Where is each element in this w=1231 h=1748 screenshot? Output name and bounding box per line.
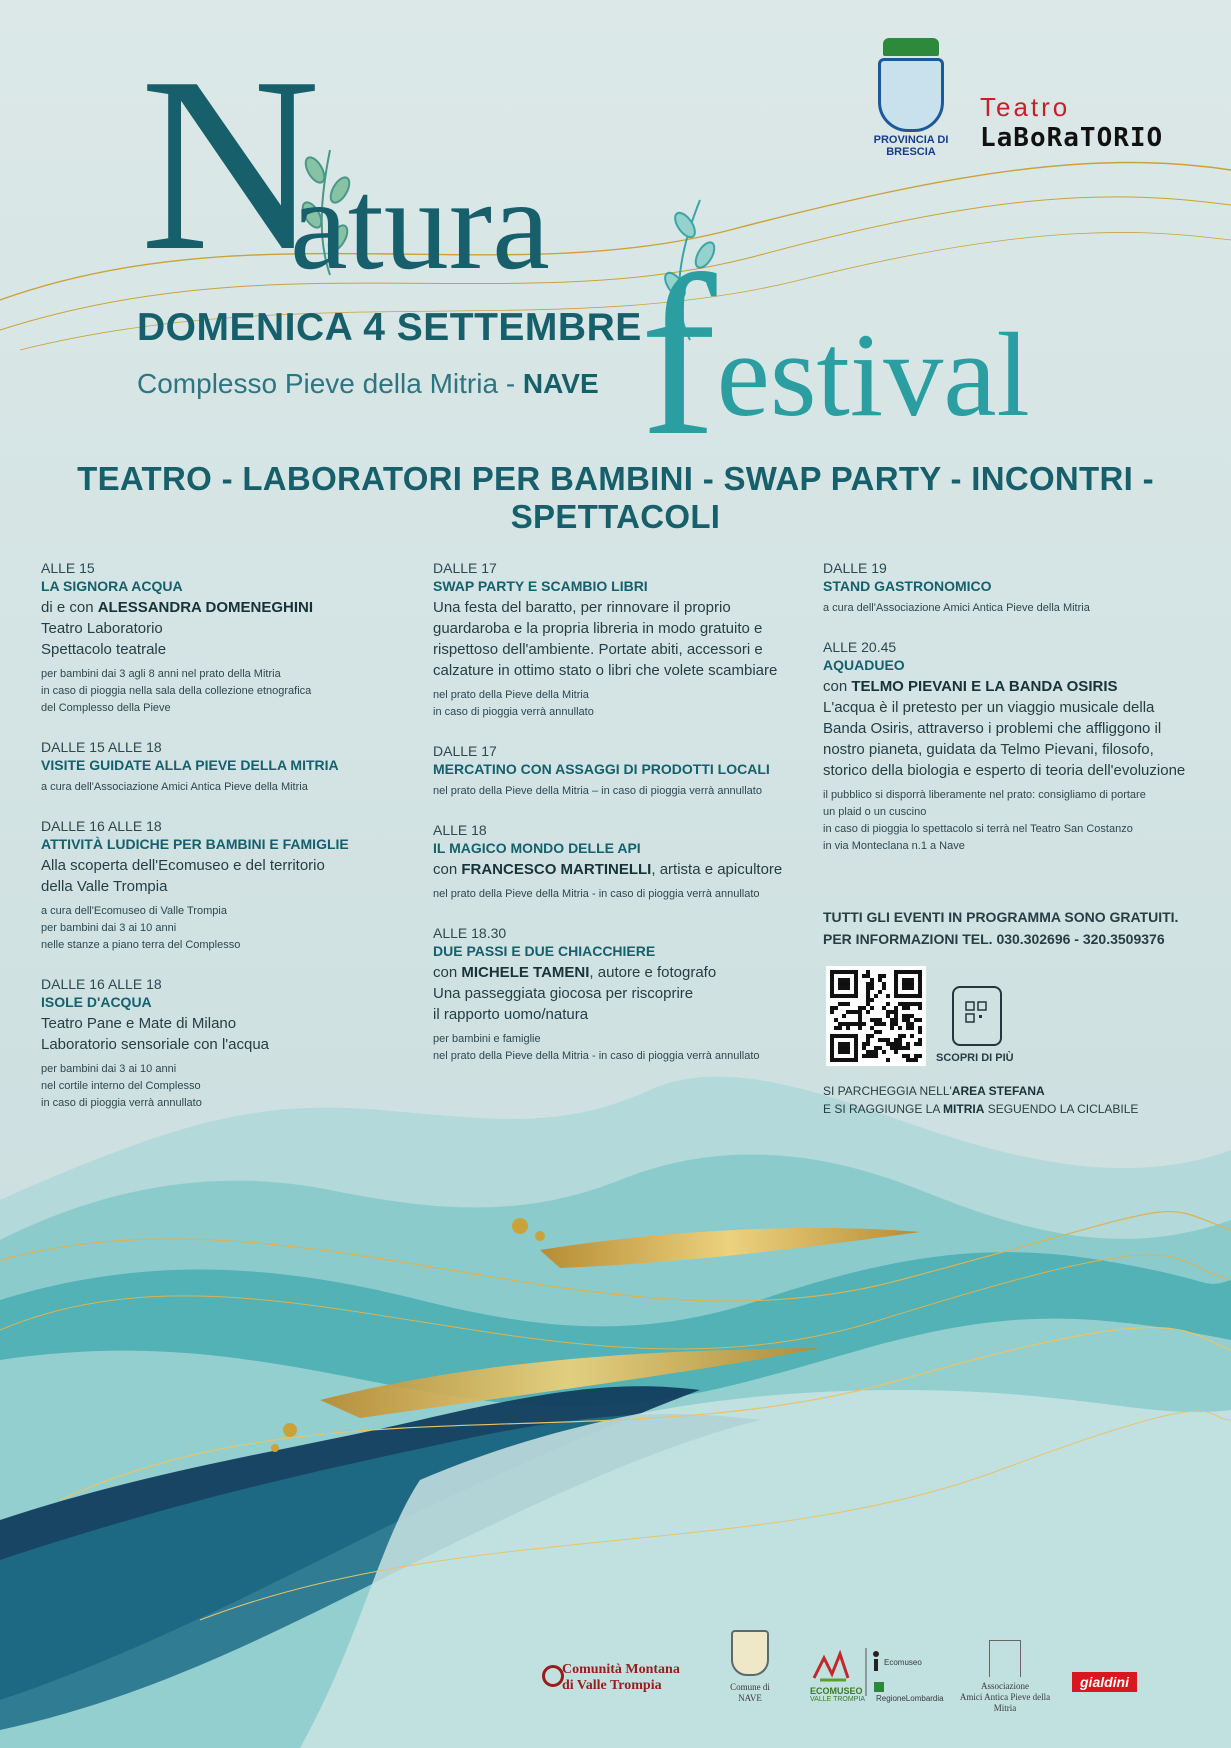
event-body bbox=[41, 855, 411, 897]
title-rest: atura bbox=[290, 153, 550, 297]
event-title: ISOLE D'ACQUA bbox=[41, 994, 152, 1010]
event-note-line: per bambini dai 3 agli 8 anni nel prato della Mitria bbox=[41, 668, 281, 680]
event-note-line: in caso di pioggia lo spettacolo si terrà nel Teatro San Costanzo bbox=[823, 823, 1133, 835]
title-initial: N bbox=[140, 26, 321, 303]
event-body bbox=[823, 676, 1195, 781]
event-host bbox=[433, 962, 805, 983]
event-note-line: per bambini e famiglie bbox=[433, 1033, 541, 1045]
program-column-3 bbox=[823, 560, 1195, 877]
program-event bbox=[41, 739, 411, 796]
host-name: FRANCESCO MARTINELLI bbox=[461, 861, 652, 878]
event-description: Una festa del baratto, per rinnovare il proprio guardaroba e la propria libreria in modo gratuito e rispettoso dell'ambiente. Portate abiti, accessori e calzature in ottimo stato o libri che volete scambiare bbox=[433, 599, 778, 679]
event-host bbox=[433, 859, 805, 880]
program-event bbox=[41, 976, 411, 1112]
host-suffix: , autore e fotografo bbox=[589, 964, 717, 981]
shield-icon bbox=[878, 58, 944, 132]
event-notes bbox=[823, 787, 1195, 855]
event-time: DALLE 17 bbox=[433, 560, 497, 576]
event-title: SWAP PARTY E SCAMBIO LIBRI bbox=[433, 578, 648, 594]
title-festival bbox=[640, 205, 1030, 483]
venue-text: Complesso Pieve della Mitria - bbox=[137, 368, 516, 399]
gold-splash bbox=[512, 1218, 528, 1234]
activities-banner: TEATRO - LABORATORI PER BAMBINI - SWAP PARTY - INCONTRI - SPETTACOLI bbox=[77, 460, 1154, 535]
event-time: DALLE 15 ALLE 18 bbox=[41, 739, 162, 755]
event-description: Teatro Pane e Mate di Milano bbox=[41, 1015, 237, 1032]
program-event bbox=[433, 822, 805, 903]
comunita-montana-logo bbox=[562, 1662, 680, 1694]
event-time: DALLE 19 bbox=[823, 560, 887, 576]
host-name: MICHELE TAMENI bbox=[461, 964, 590, 981]
event-title: STAND GASTRONOMICO bbox=[823, 578, 992, 594]
event-date: DOMENICA 4 SETTEMBRE bbox=[137, 306, 642, 349]
ecomuseo-label: ECOMUSEO bbox=[810, 1686, 863, 1696]
event-time: ALLE 18.30 bbox=[433, 925, 507, 941]
event-description: Una passeggiata giocosa per riscoprire bbox=[433, 985, 694, 1002]
event-note-line: in caso di pioggia verrà annullato bbox=[41, 1097, 202, 1109]
event-time: ALLE 20.45 bbox=[823, 639, 897, 655]
event-body bbox=[433, 962, 805, 1025]
scopri-link[interactable]: SCOPRI DI PIÙ bbox=[936, 1052, 1014, 1064]
gold-splash bbox=[283, 1423, 297, 1437]
program-event bbox=[433, 743, 805, 800]
crown-icon bbox=[883, 38, 939, 56]
reach-suffix: SEGUENDO LA CICLABILE bbox=[984, 1102, 1139, 1116]
event-time: DALLE 17 bbox=[433, 743, 497, 759]
event-body bbox=[41, 1013, 411, 1055]
event-description: L'acqua è il pretesto per un viaggio musicale della Banda Osiris, attraverso i problemi che affliggono il nostro pianeta, guidata da Telmo Pievani, filosofo, storico della biologia e esperto di teoria dell'evoluzione bbox=[823, 699, 1186, 779]
event-venue bbox=[137, 368, 599, 400]
event-notes bbox=[433, 1031, 805, 1065]
ecomuseo-logo bbox=[810, 1644, 944, 1703]
event-note-line: il pubblico si disporrà liberamente nel prato: consigliamo di portare bbox=[823, 789, 1146, 801]
phone-scan-icon bbox=[952, 986, 1002, 1046]
comunita-line2: di Valle Trompia bbox=[562, 1678, 662, 1693]
gold-splash bbox=[271, 1444, 279, 1452]
program-column-1 bbox=[41, 560, 411, 1134]
teatro-laboratorio-logo bbox=[980, 92, 1163, 153]
event-note-line: per bambini dai 3 ai 10 anni bbox=[41, 922, 177, 934]
teatro-label: Teatro bbox=[980, 92, 1071, 122]
event-title: ATTIVITÀ LUDICHE PER BAMBINI E FAMIGLIE bbox=[41, 836, 349, 852]
program-column-2 bbox=[433, 560, 805, 1087]
event-title: VISITE GUIDATE ALLA PIEVE DELLA MITRIA bbox=[41, 757, 339, 773]
event-host bbox=[41, 597, 411, 618]
provincia-label: PROVINCIA DI BRESCIA bbox=[873, 134, 949, 158]
parking-text: SI PARCHEGGIA NELL' bbox=[823, 1084, 952, 1098]
host-suffix: , artista e apicultore bbox=[651, 861, 783, 878]
event-time: ALLE 18 bbox=[433, 822, 487, 838]
parking-area: AREA STEFANA bbox=[951, 1084, 1045, 1098]
church-icon bbox=[989, 1640, 1021, 1677]
sponsor-logos bbox=[0, 1620, 1231, 1730]
info-block bbox=[823, 906, 1178, 950]
event-description: Alla scoperta dell'Ecomuseo e del territorio bbox=[41, 857, 325, 874]
event-note-line: nel prato della Pieve della Mitria - in caso di pioggia verrà annullato bbox=[433, 1050, 760, 1062]
event-time: DALLE 16 ALLE 18 bbox=[41, 976, 162, 992]
event-note-line: nelle stanze a piano terra del Complesso bbox=[41, 939, 241, 951]
event-note-line: del Complesso della Pieve bbox=[41, 702, 171, 714]
provincia-brescia-logo bbox=[868, 38, 954, 158]
reach-place: MITRIA bbox=[943, 1102, 985, 1116]
info-free: TUTTI GLI EVENTI IN PROGRAMMA SONO GRATUITI. bbox=[823, 909, 1179, 925]
event-host bbox=[823, 676, 1195, 697]
event-note-line: in via Monteclana n.1 a Nave bbox=[823, 840, 965, 852]
event-title: MERCATINO CON ASSAGGI DI PRODOTTI LOCALI bbox=[433, 761, 770, 777]
nave-crest-icon bbox=[731, 1630, 769, 1676]
host-prefix: con bbox=[433, 964, 462, 981]
event-notes bbox=[823, 600, 1195, 617]
host-prefix: di e con bbox=[41, 599, 98, 616]
amici-line2: Amici Antica Pieve della Mitria bbox=[959, 1692, 1051, 1713]
host-name: TELMO PIEVANI E LA BANDA OSIRIS bbox=[851, 678, 1118, 695]
venue-town: NAVE bbox=[522, 368, 599, 399]
comunita-emblem-icon bbox=[542, 1665, 564, 1687]
event-note-line: nel cortile interno del Complesso bbox=[41, 1080, 201, 1092]
amici-line1: Associazione bbox=[981, 1681, 1029, 1691]
event-note-line: nel prato della Pieve della Mitria bbox=[433, 689, 589, 701]
event-description: Teatro Laboratorio bbox=[41, 620, 163, 637]
host-name: ALESSANDRA DOMENEGHINI bbox=[97, 599, 314, 616]
event-body bbox=[433, 859, 805, 880]
event-title: DUE PASSI E DUE CHIACCHIERE bbox=[433, 943, 656, 959]
regione-label: RegioneLombardia bbox=[876, 1694, 944, 1703]
title-natura bbox=[140, 26, 550, 303]
event-time: DALLE 16 ALLE 18 bbox=[41, 818, 162, 834]
gialdini-logo: gialdini bbox=[1072, 1672, 1137, 1692]
event-body bbox=[41, 597, 411, 660]
gold-splash bbox=[535, 1231, 545, 1241]
event-notes bbox=[41, 903, 411, 954]
event-notes bbox=[41, 779, 411, 796]
event-time: ALLE 15 bbox=[41, 560, 95, 576]
event-title: LA SIGNORA ACQUA bbox=[41, 578, 183, 594]
info-phone: PER INFORMAZIONI TEL. 030.302696 - 320.3509376 bbox=[823, 931, 1165, 947]
reach-text: E SI RAGGIUNGE LA bbox=[823, 1102, 944, 1116]
event-note-line: per bambini dai 3 ai 10 anni bbox=[41, 1063, 177, 1075]
event-note-line: a cura dell'Ecomuseo di Valle Trompia bbox=[41, 905, 227, 917]
program-event bbox=[823, 560, 1195, 617]
event-notes bbox=[433, 886, 805, 903]
event-title: IL MAGICO MONDO DELLE API bbox=[433, 840, 641, 856]
qr-code-icon[interactable] bbox=[826, 966, 926, 1066]
ecomuseo-sub: VALLE TROMPIA bbox=[810, 1696, 865, 1703]
nave-line1: Comune di bbox=[730, 1682, 770, 1692]
event-notes bbox=[433, 687, 805, 721]
event-note-line: a cura dell'Associazione Amici Antica Pieve della Mitria bbox=[823, 602, 1090, 614]
host-prefix: con bbox=[433, 861, 462, 878]
event-note-line: nel prato della Pieve della Mitria - in caso di pioggia verrà annullato bbox=[433, 888, 760, 900]
event-description: Laboratorio sensoriale con l'acqua bbox=[41, 1036, 270, 1053]
event-note-line: a cura dell'Associazione Amici Antica Pieve della Mitria bbox=[41, 781, 308, 793]
comunita-line1: Comunità Montana bbox=[562, 1662, 680, 1677]
event-notes bbox=[41, 1061, 411, 1112]
event-notes bbox=[433, 783, 805, 800]
comune-nave-logo bbox=[720, 1630, 780, 1704]
program-event bbox=[433, 560, 805, 721]
event-notes bbox=[41, 666, 411, 717]
parking-info bbox=[823, 1082, 1138, 1118]
program-event bbox=[433, 925, 805, 1065]
festival-initial: f bbox=[640, 228, 717, 483]
ecomuseo-right-label: Ecomuseo bbox=[884, 1658, 922, 1667]
festival-rest: estival bbox=[716, 308, 1030, 441]
event-note-line: in caso di pioggia nella sala della collezione etnografica bbox=[41, 685, 312, 697]
program-event bbox=[41, 560, 411, 717]
host-prefix: con bbox=[823, 678, 852, 695]
event-note-line: in caso di pioggia verrà annullato bbox=[433, 706, 594, 718]
event-note-line: nel prato della Pieve della Mitria – in caso di pioggia verrà annullato bbox=[433, 785, 762, 797]
amici-pieve-logo bbox=[950, 1640, 1060, 1714]
event-description: della Valle Trompia bbox=[41, 878, 168, 895]
event-description: il rapporto uomo/natura bbox=[433, 1006, 589, 1023]
program-event bbox=[823, 639, 1195, 855]
nave-line2: NAVE bbox=[738, 1693, 762, 1703]
event-description: Spettacolo teatrale bbox=[41, 641, 167, 658]
program-event bbox=[41, 818, 411, 954]
event-body bbox=[433, 597, 805, 681]
laboratorio-label: LaBoRaTORIO bbox=[980, 123, 1164, 153]
event-title: AQUADUEO bbox=[823, 657, 905, 673]
event-note-line: un plaid o un cuscino bbox=[823, 806, 927, 818]
